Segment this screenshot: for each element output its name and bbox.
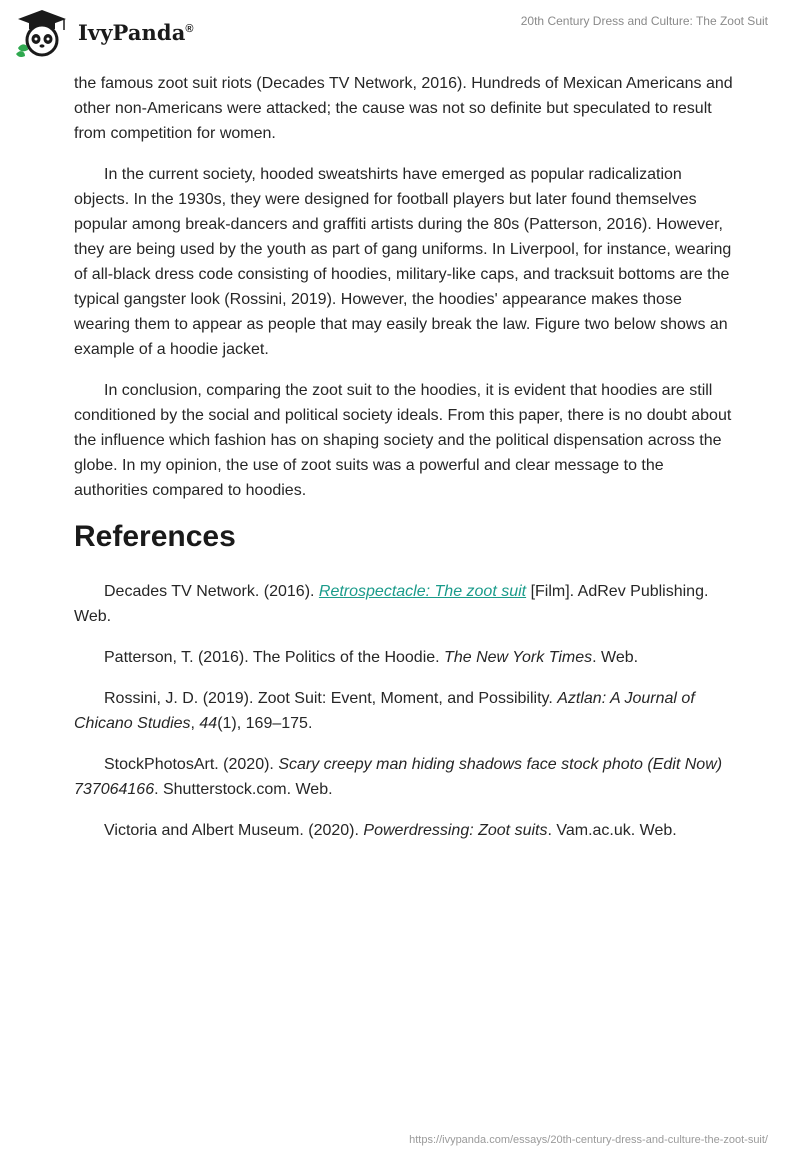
brand-name: IvyPanda® bbox=[78, 20, 194, 45]
reference-link[interactable]: Retrospectacle: The zoot suit bbox=[318, 583, 527, 600]
page-url: https://ivypanda.com/essays/20th-century-dress-and-culture-the-zoot-suit/ bbox=[409, 1134, 768, 1146]
references-heading: References bbox=[74, 520, 236, 553]
page-header bbox=[0, 0, 800, 64]
reference-item: Victoria and Albert Museum. (2020). Powerdressing: Zoot suits. Vam.ac.uk. Web. bbox=[104, 822, 677, 839]
reference-item: Patterson, T. (2016). The Politics of the Hoodie. The New York Times. Web. bbox=[104, 649, 639, 666]
essay-content bbox=[74, 71, 734, 859]
paragraph: the famous zoot suit riots (Decades TV Network, 2016). Hundreds of Mexican Americans and other non-Americans were attacked; the cause was not so definite but speculated to result from competition for women. bbox=[74, 75, 733, 142]
reference-item: StockPhotosArt. (2020). Scary creepy man hiding shadows face stock photo (Edit Now) 737064166. Shutterstock.com. Web. bbox=[74, 756, 723, 798]
document-title: 20th Century Dress and Culture: The Zoot Suit bbox=[520, 14, 768, 28]
paragraph: In conclusion, comparing the zoot suit to the hoodies, it is evident that hoodies are still conditioned by the social and political society ideals. From this paper, there is no doubt about the influence which fashion has on shaping society and the political dispensation across the globe. In my opinion, the use of zoot suits was a powerful and clear message to the authorities compared to hoodies. bbox=[74, 382, 732, 499]
paragraph: In the current society, hooded sweatshirts have emerged as popular radicalization objects. In the 1930s, they were designed for football players but later found themselves popular among break-dancers and graffiti artists during the 80s (Patterson, 2016). However, they are being used by the youth as part of gang uniforms. In Liverpool, for instance, wearing of all-black dress code consisting of hoodies, military-like caps, and tracksuit bottoms are the typical gangster look (Rossini, 2019). However, the hoodies' appearance makes those wearing them to appear as people that may easily break the law. Figure two below shows an example of a hoodie jacket. bbox=[74, 166, 732, 358]
reference-item: Decades TV Network. (2016). Retrospectacle: The zoot suit [Film]. AdRev Publishing. Web. bbox=[74, 583, 709, 625]
panda-graduation-icon bbox=[14, 8, 70, 60]
ivypanda-logo[interactable] bbox=[14, 8, 204, 60]
reference-item: Rossini, J. D. (2019). Zoot Suit: Event, Moment, and Possibility. Aztlan: A Journal of Chicano Studies, 44(1), 169–175. bbox=[74, 690, 695, 732]
